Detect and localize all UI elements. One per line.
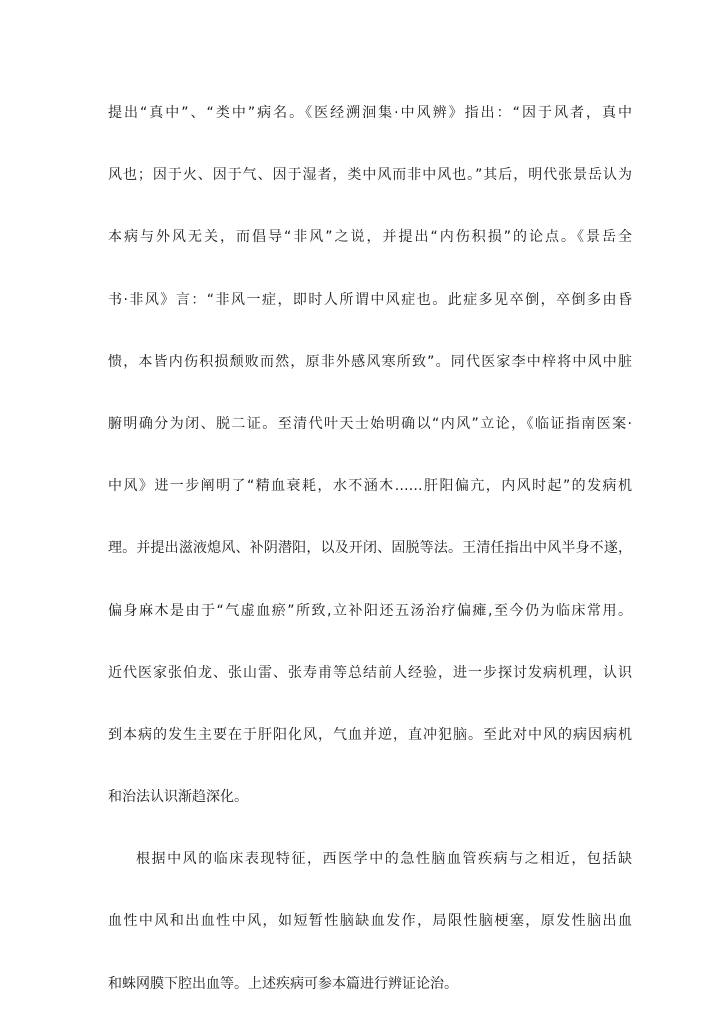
- text-line: 腑明确分为闭、脱二证。至清代叶天士始明确以“内风”立论，《临证指南医案·: [108, 415, 632, 432]
- text-line: 提出“真中”、“类中”病名。《医经溯洄集·中风辨》指出：“因于风者，真中: [108, 105, 632, 121]
- text-line: 血性中风和出血性中风，如短暂性脑缺血发作，局限性脑梗塞，原发性脑出血: [108, 913, 632, 930]
- text-line: 近代医家张伯龙、张山雷、张寿甫等总结前人经验，进一步探讨发病机理，认识: [108, 664, 632, 681]
- text-line: 理。并提出滋液熄风、补阴潜阳，以及开闭、固脱等法。王清任指出中风半身不遂，: [108, 540, 632, 557]
- text-line: 和治法认识渐趋深化。: [108, 789, 248, 806]
- text-line: 中风》进一步阐明了“精血衰耗，水不涵木……肝阳偏亢，内风时起”的发病机: [108, 478, 632, 495]
- text-line: 和蛛网膜下腔出血等。上述疾病可参本篇进行辨证论治。: [108, 975, 458, 992]
- text-line: 到本病的发生主要在于肝阳化风，气血并逆，直冲犯脑。至此对中风的病因病机: [108, 726, 632, 743]
- text-line: 风也；因于火、因于气、因于湿者，类中风而非中风也。”其后，明代张景岳认为: [108, 167, 632, 184]
- text-line: 本病与外风无关，而倡导“非风”之说，并提出“内伤积损”的论点。《景岳全: [108, 229, 632, 246]
- text-line: 愦，本皆内伤积损颓败而然，原非外感风寒所致”。同代医家李中梓将中风中脏: [108, 353, 632, 370]
- text-line: 偏身麻木是由于“气虚血瘀”所致,立补阳还五汤治疗偏瘫,至今仍为临床常用。: [108, 602, 632, 619]
- document-body: [108, 99, 632, 1032]
- text-line: 书·非风》言：“非风一症，即时人所谓中风症也。此症多见卒倒，卒倒多由昏: [108, 291, 632, 308]
- text-line: 根据中风的临床表现特征，西医学中的急性脑血管疾病与之相近，包括缺: [136, 851, 632, 868]
